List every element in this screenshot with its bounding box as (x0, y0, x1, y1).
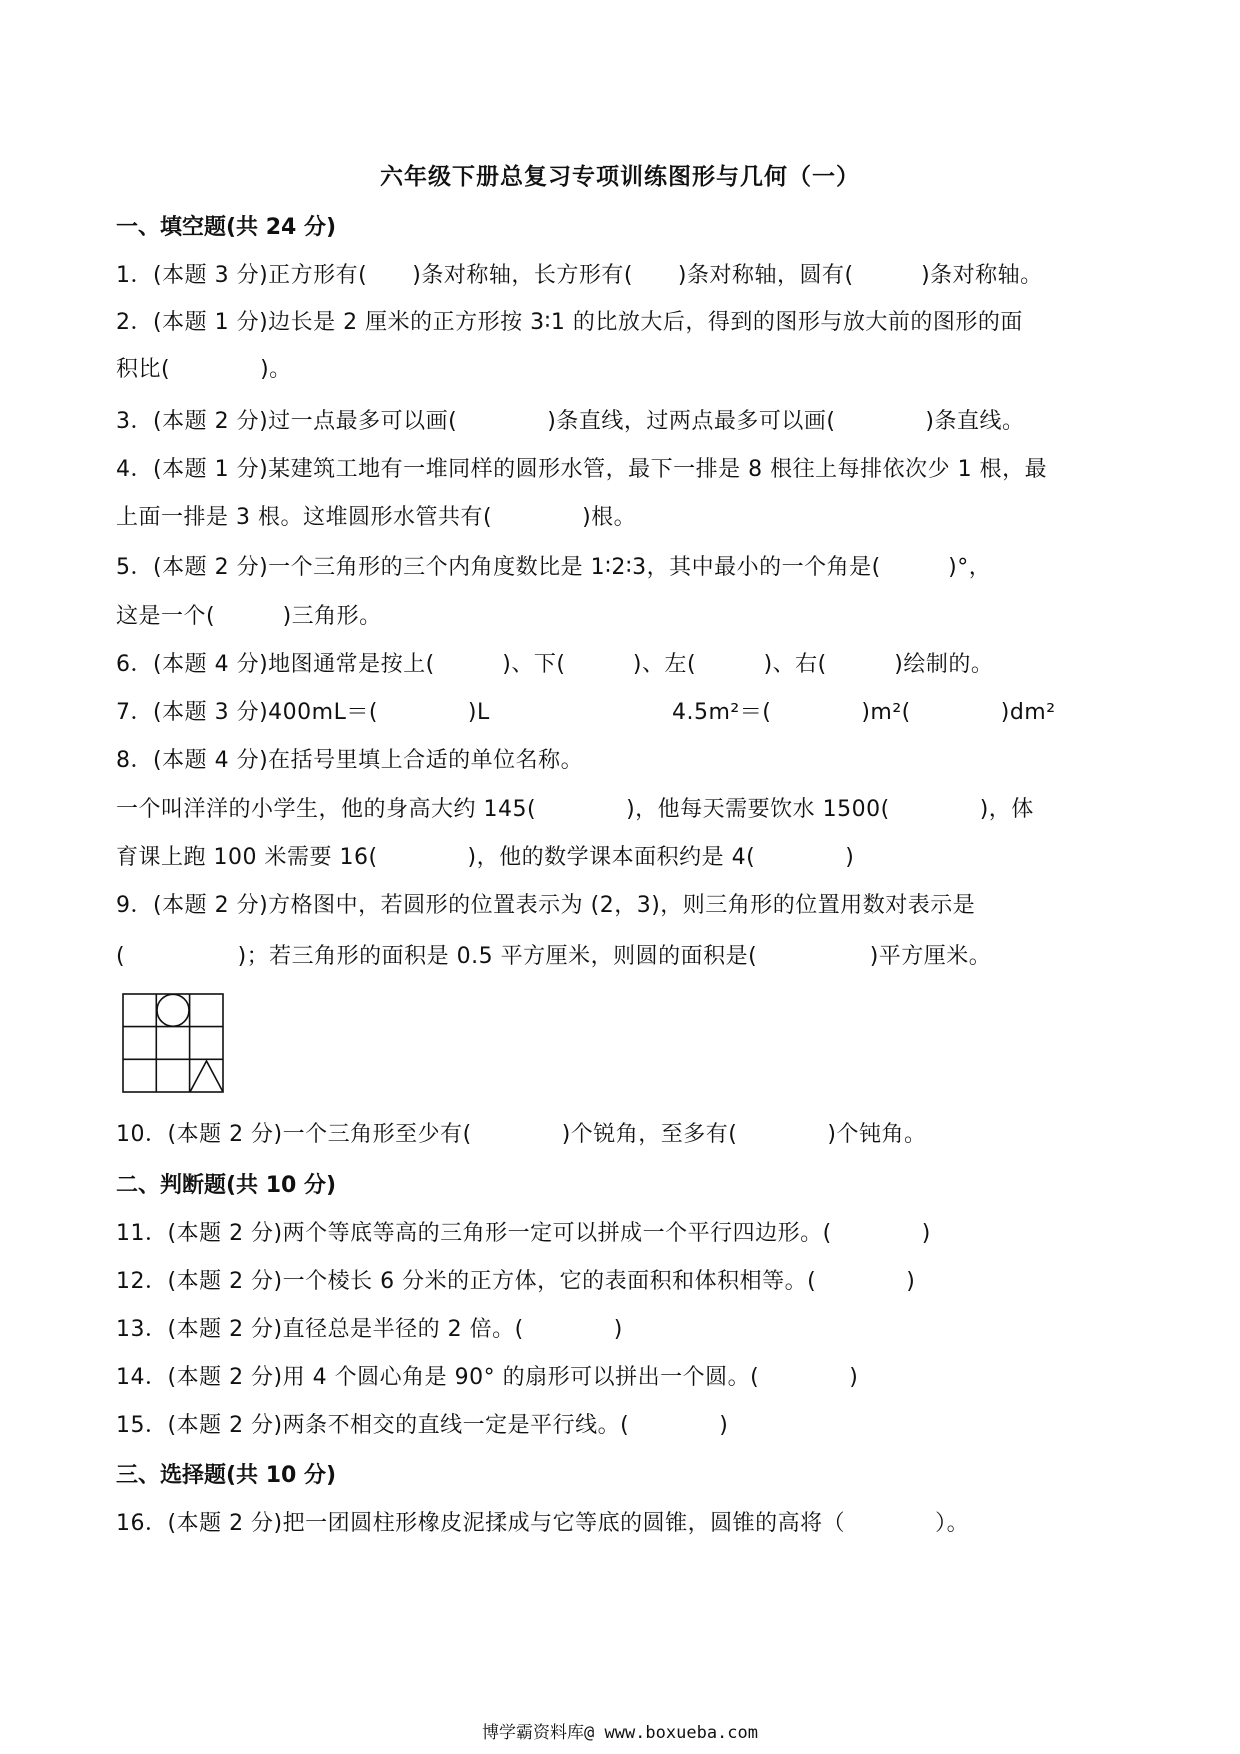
question-11: 11．(本题 2 分)两个等底等高的三角形一定可以拼成一个平行四边形。( ) (116, 1221, 931, 1246)
question-16: 16．(本题 2 分)把一团圆柱形橡皮泥揉成与它等底的圆锥，圆锥的高将（ ）。 (116, 1511, 970, 1536)
question-12: 12．(本题 2 分)一个棱长 6 分米的正方体，它的表面积和体积相等。( ) (116, 1269, 916, 1294)
question-8-line-3: 育课上跑 100 米需要 16( )，他的数学课本面积约是 4( ) (116, 845, 855, 870)
question-2-line-2: 积比( )。 (116, 357, 292, 382)
page-title: 六年级下册总复习专项训练图形与几何（一） (380, 164, 860, 190)
question-3: 3．(本题 2 分)过一点最多可以画( )条直线，过两点最多可以画( )条直线。 (116, 409, 1025, 434)
question-7-part-2: 4.5m²＝( )m²( )dm² (672, 700, 1056, 725)
question-5-line-1: 5．(本题 2 分)一个三角形的三个内角度数比是 1∶2∶3，其中最小的一个角是( )°， (116, 555, 992, 580)
question-10: 10．(本题 2 分)一个三角形至少有( )个锐角，至多有( )个钝角。 (116, 1122, 927, 1147)
section-true-false: 二、判断题(共 10 分) (116, 1173, 337, 1198)
question-4-line-1: 4．(本题 1 分)某建筑工地有一堆同样的圆形水管，最下一排是 8 根往上每排依次少 1 根，最 (116, 457, 1048, 482)
circle-shape (157, 994, 189, 1026)
footer-watermark: 博学霸资料库@ www.boxueba.com (482, 1723, 758, 1743)
question-14: 14．(本题 2 分)用 4 个圆心角是 90° 的扇形可以拼出一个圆。( ) (116, 1365, 859, 1390)
triangle-shape (190, 1061, 223, 1092)
question-1: 1．(本题 3 分)正方形有( )条对称轴，长方形有( )条对称轴，圆有( )条对称轴。 (116, 263, 1043, 288)
question-2-line-1: 2．(本题 1 分)边长是 2 厘米的正方形按 3∶1 的比放大后，得到的图形与放大前的图形的面 (116, 310, 1023, 335)
question-9-line-1: 9．(本题 2 分)方格图中，若圆形的位置表示为 (2，3)，则三角形的位置用数对表示是 (116, 893, 976, 918)
question-15: 15．(本题 2 分)两条不相交的直线一定是平行线。( ) (116, 1413, 729, 1438)
question-8-line-1: 8．(本题 4 分)在括号里填上合适的单位名称。 (116, 748, 584, 773)
section-fill-blank: 一、填空题(共 24 分) (116, 215, 337, 240)
question-6: 6．(本题 4 分)地图通常是按上( )、下( )、左( )、右( )绘制的。 (116, 652, 994, 677)
question-13: 13．(本题 2 分)直径总是半径的 2 倍。( ) (116, 1317, 623, 1342)
coordinate-grid-figure (122, 993, 224, 1093)
question-7-part-1: 7．(本题 3 分)400mL＝( )L (116, 700, 490, 725)
question-4-line-2: 上面一排是 3 根。这堆圆形水管共有( )根。 (116, 505, 637, 530)
question-5-line-2: 这是一个( )三角形。 (116, 604, 382, 629)
grid-border (123, 994, 223, 1092)
question-8-line-2: 一个叫洋洋的小学生，他的身高大约 145( )，他每天需要饮水 1500( )，体 (116, 797, 1034, 822)
section-multiple-choice: 三、选择题(共 10 分) (116, 1463, 337, 1488)
question-9-line-2: ( )；若三角形的面积是 0.5 平方厘米，则圆的面积是( )平方厘米。 (116, 944, 992, 969)
